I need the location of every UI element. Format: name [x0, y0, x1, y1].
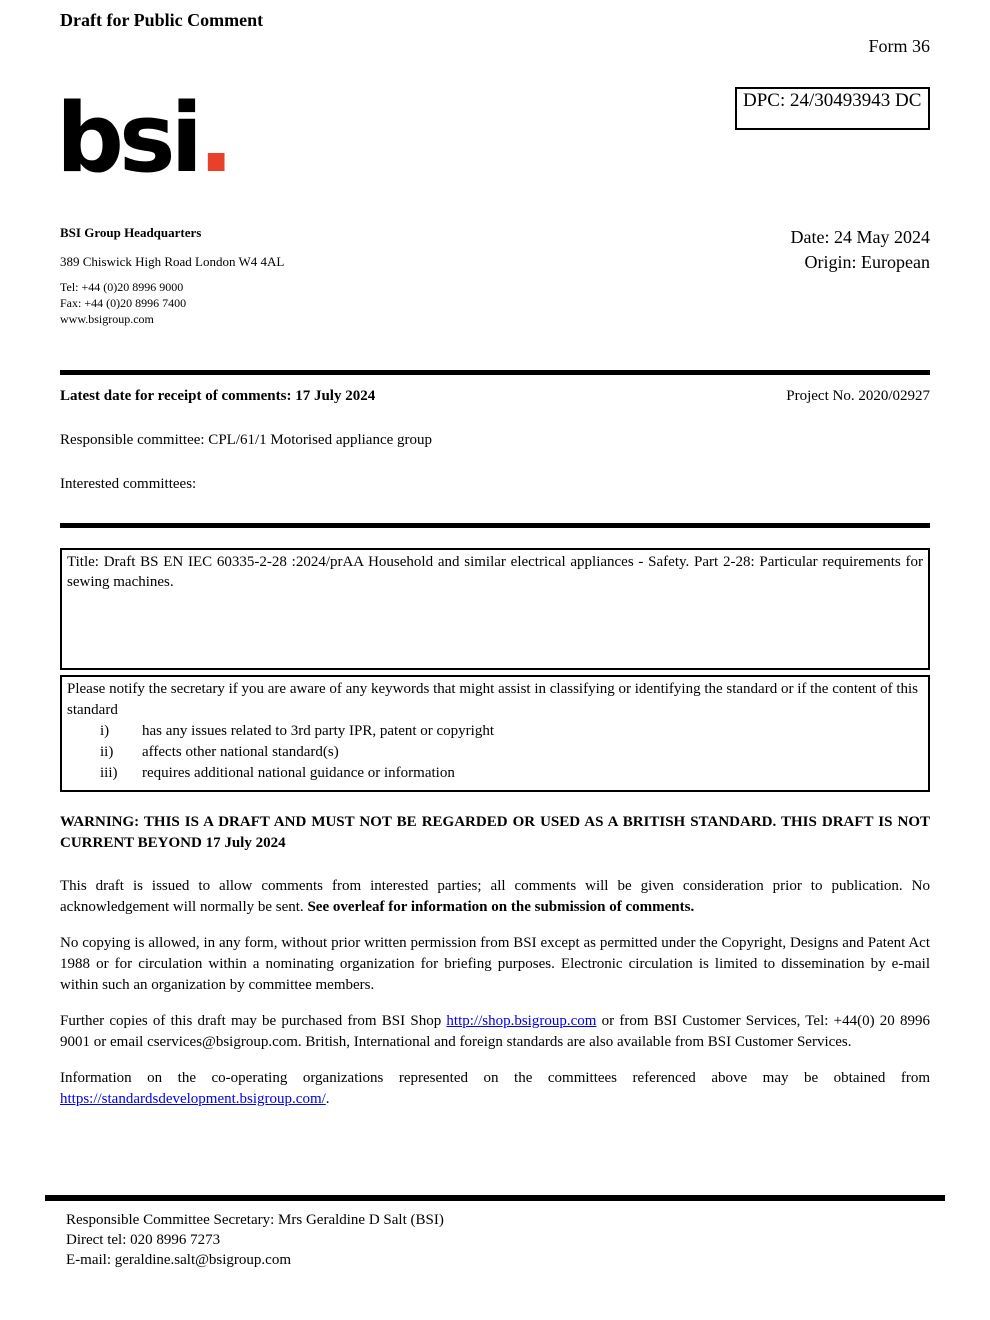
keywords-item-1 — [67, 721, 923, 742]
committee-secretary-line: Responsible Committee Secretary: Mrs Geraldine D Salt (BSI) — [66, 1212, 444, 1228]
bsi-logo-red-dot: . — [198, 84, 235, 194]
keywords-intro: Please notify the secretary if you are aware of any keywords that might assist in classifying or identifying the standard or if the content of this standard — [67, 681, 919, 718]
comments-deadline-row — [60, 388, 930, 405]
horizontal-rule-top — [60, 370, 930, 375]
origin-label: Origin: European — [804, 252, 930, 272]
hq-website: www.bsigroup.com — [60, 312, 154, 326]
interested-committees-line: Interested committees: — [60, 476, 197, 492]
bsi-logo-text: bsi — [56, 84, 199, 194]
date-label: Date: 24 May 2024 — [790, 227, 930, 247]
see-overleaf-bold-text: See overleaf for information on the submission of comments. — [307, 899, 695, 915]
draft-issued-text: This draft is issued to allow comments from interested parties; all comments will be given consideration prior to publication. No acknowledgement will normally be sent. — [60, 878, 930, 915]
keywords-item-3-text: requires additional national guidance or information — [142, 765, 455, 781]
cooperating-organizations-paragraph — [60, 1068, 930, 1110]
horizontal-rule-middle — [60, 523, 930, 528]
cooperating-text-pre: Information on the co-operating organizations represented on the committees referenced above may be obtained from — [60, 1070, 930, 1086]
dpc-number-box — [735, 87, 930, 130]
address-block — [60, 225, 284, 327]
keywords-item-3-number: iii) — [100, 765, 118, 781]
latest-date-label: Latest date for receipt of comments: 17 July 2024 — [60, 388, 376, 404]
further-copies-text-post: or from BSI Customer Services, Tel: +44(0) 20 8996 9001 or email cservices@bsigroup.com. British, International and foreign standards are also available from BSI Customer Services. — [60, 1013, 930, 1050]
keywords-item-1-text: has any issues related to 3rd party IPR, patent or copyright — [142, 723, 495, 739]
keywords-item-2-text: affects other national standard(s) — [142, 744, 339, 760]
bsi-logo — [56, 85, 234, 193]
dpc-number: DPC: 24/30493943 DC — [743, 90, 922, 111]
cooperating-text-post: . — [325, 1091, 330, 1107]
horizontal-rule-footer — [45, 1195, 945, 1201]
further-copies-text-pre: Further copies of this draft may be purchased from BSI Shop — [60, 1013, 447, 1029]
hq-name: BSI Group Headquarters — [60, 225, 202, 240]
draft-warning-text: WARNING: THIS IS A DRAFT AND MUST NOT BE REGARDED OR USED AS A BRITISH STANDARD. THIS DRAFT IS NOT CURRENT BEYOND 17 July 2024 — [60, 814, 930, 851]
hq-fax: Fax: +44 (0)20 8996 7400 — [60, 296, 187, 310]
keywords-item-3 — [67, 763, 923, 784]
project-number: Project No. 2020/02927 — [786, 388, 930, 404]
draft-for-public-comment-heading: Draft for Public Comment — [60, 10, 264, 30]
responsible-committee-line: Responsible committee: CPL/61/1 Motorised appliance group — [60, 432, 433, 448]
keywords-item-2-number: ii) — [100, 744, 114, 760]
secretary-email-line: E-mail: geraldine.salt@bsigroup.com — [66, 1252, 292, 1268]
no-copying-paragraph: No copying is allowed, in any form, without prior written permission from BSI except as permitted under the Copyright, Designs and Patent Act 1988 or for circulation within a nominating organization for briefing purposes. Electronic circulation is limited to dissemination by e-mail within such an organization by committee members. — [60, 935, 930, 993]
address-and-date-row — [60, 225, 930, 327]
keywords-item-1-number: i) — [100, 723, 110, 739]
keywords-notify-box — [60, 675, 930, 792]
standards-development-link[interactable]: https://standardsdevelopment.bsigroup.com/ — [60, 1091, 326, 1107]
hq-tel: Tel: +44 (0)20 8996 9000 — [60, 280, 184, 294]
keywords-item-2 — [67, 742, 923, 763]
date-origin-block — [791, 225, 930, 275]
footer-contact-block — [60, 1210, 930, 1270]
bsi-shop-link[interactable]: http://shop.bsigroup.com — [446, 1013, 597, 1029]
draft-issued-paragraph — [60, 876, 930, 918]
standard-title-text: Title: Draft BS EN IEC 60335-2-28 :2024/prAA Household and similar electrical appliances - Safety. Part 2-28: Particular requirements for sewing machines. — [67, 554, 923, 590]
form-number-label: Form 36 — [868, 36, 930, 56]
hq-street: 389 Chiswick High Road London W4 4AL — [60, 254, 285, 269]
logo-and-dpc-row — [56, 84, 930, 194]
further-copies-paragraph — [60, 1011, 930, 1053]
standard-title-box — [60, 548, 930, 670]
direct-tel-line: Direct tel: 020 8996 7273 — [66, 1232, 221, 1248]
